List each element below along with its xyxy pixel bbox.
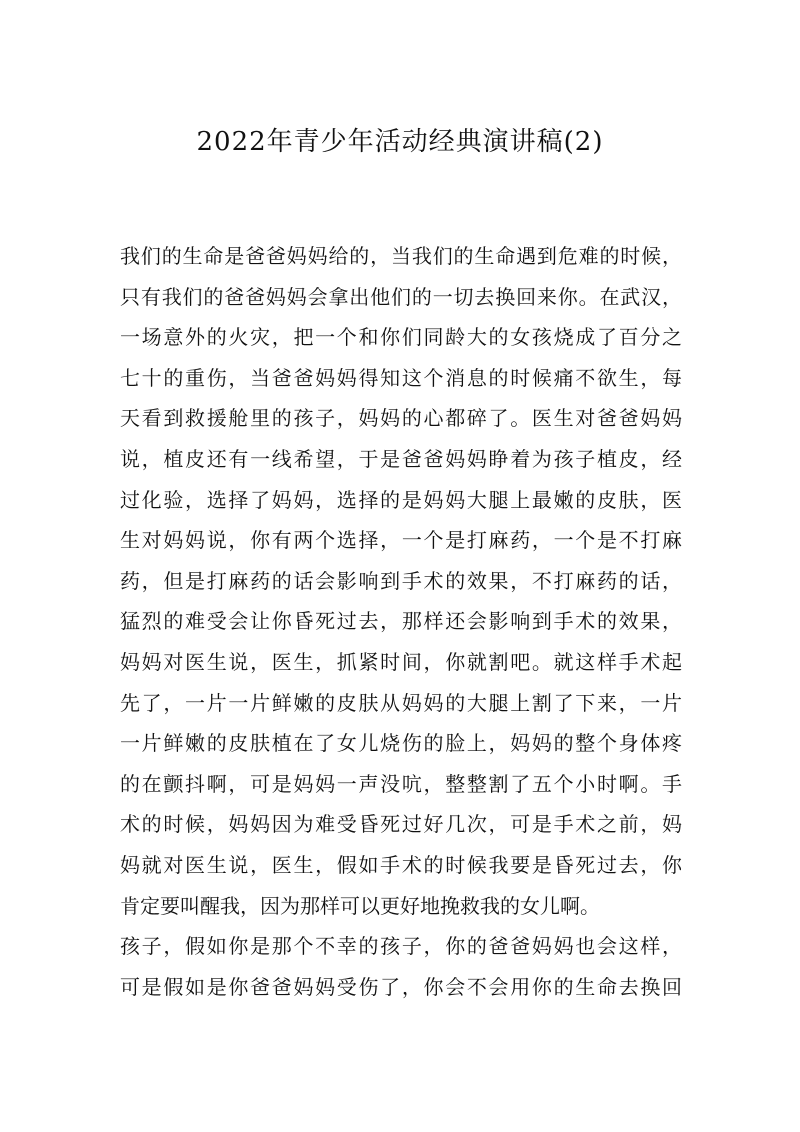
paragraph-line: 过化验，选择了妈妈，选择的是妈妈大腿上最嫩的皮肤，医	[120, 487, 682, 512]
document-title: 2022年青少年活动经典演讲稿(2)	[196, 127, 604, 157]
paragraph-line: 只有我们的爸爸妈妈会拿出他们的一切去换回来你。在武汉，	[120, 284, 682, 309]
paragraph-line: 七十的重伤，当爸爸妈妈得知这个消息的时候痛不欲生，每	[120, 365, 682, 390]
paragraph-line: 术的时候，妈妈因为难受昏死过好几次，可是手术之前，妈	[120, 812, 682, 837]
paragraph-line: 孩子，假如你是那个不幸的孩子，你的爸爸妈妈也会这样，	[120, 934, 682, 959]
paragraph-line: 我们的生命是爸爸妈妈给的，当我们的生命遇到危难的时候，	[120, 244, 682, 268]
paragraph-line: 药，但是打麻药的话会影响到手术的效果，不打麻药的话，	[120, 568, 682, 593]
paragraph-line: 可是假如是你爸爸妈妈受伤了，你会不会用你的生命去换回	[120, 974, 682, 999]
paragraph-line: 先了，一片一片鲜嫩的皮肤从妈妈的大腿上割了下来，一片	[120, 690, 682, 715]
paragraph-line: 说，植皮还有一线希望，于是爸爸妈妈睁着为孩子植皮，经	[120, 446, 682, 471]
paragraph-line: 的在颤抖啊，可是妈妈一声没吭，整整割了五个小时啊。手	[120, 771, 682, 796]
paragraph-line: 妈就对医生说，医生，假如手术的时候我要是昏死过去，你	[120, 852, 682, 877]
paragraph-line: 一场意外的火灾，把一个和你们同龄大的女孩烧成了百分之	[120, 325, 682, 350]
paragraph-line: 天看到救援舱里的孩子，妈妈的心都碎了。医生对爸爸妈妈	[120, 406, 682, 431]
paragraph-line: 一片鲜嫩的皮肤植在了女儿烧伤的脸上，妈妈的整个身体疼	[120, 731, 682, 756]
paragraph-line: 猛烈的难受会让你昏死过去，那样还会影响到手术的效果，	[120, 609, 682, 634]
paragraph-line: 妈妈对医生说，医生，抓紧时间，你就割吧。就这样手术起	[120, 649, 682, 674]
paragraph-line: 肯定要叫醒我，因为那样可以更好地挽救我的女儿啊。	[120, 893, 600, 918]
document-body	[120, 236, 682, 1007]
paragraph-line: 生对妈妈说，你有两个选择，一个是打麻药，一个是不打麻	[120, 528, 682, 553]
